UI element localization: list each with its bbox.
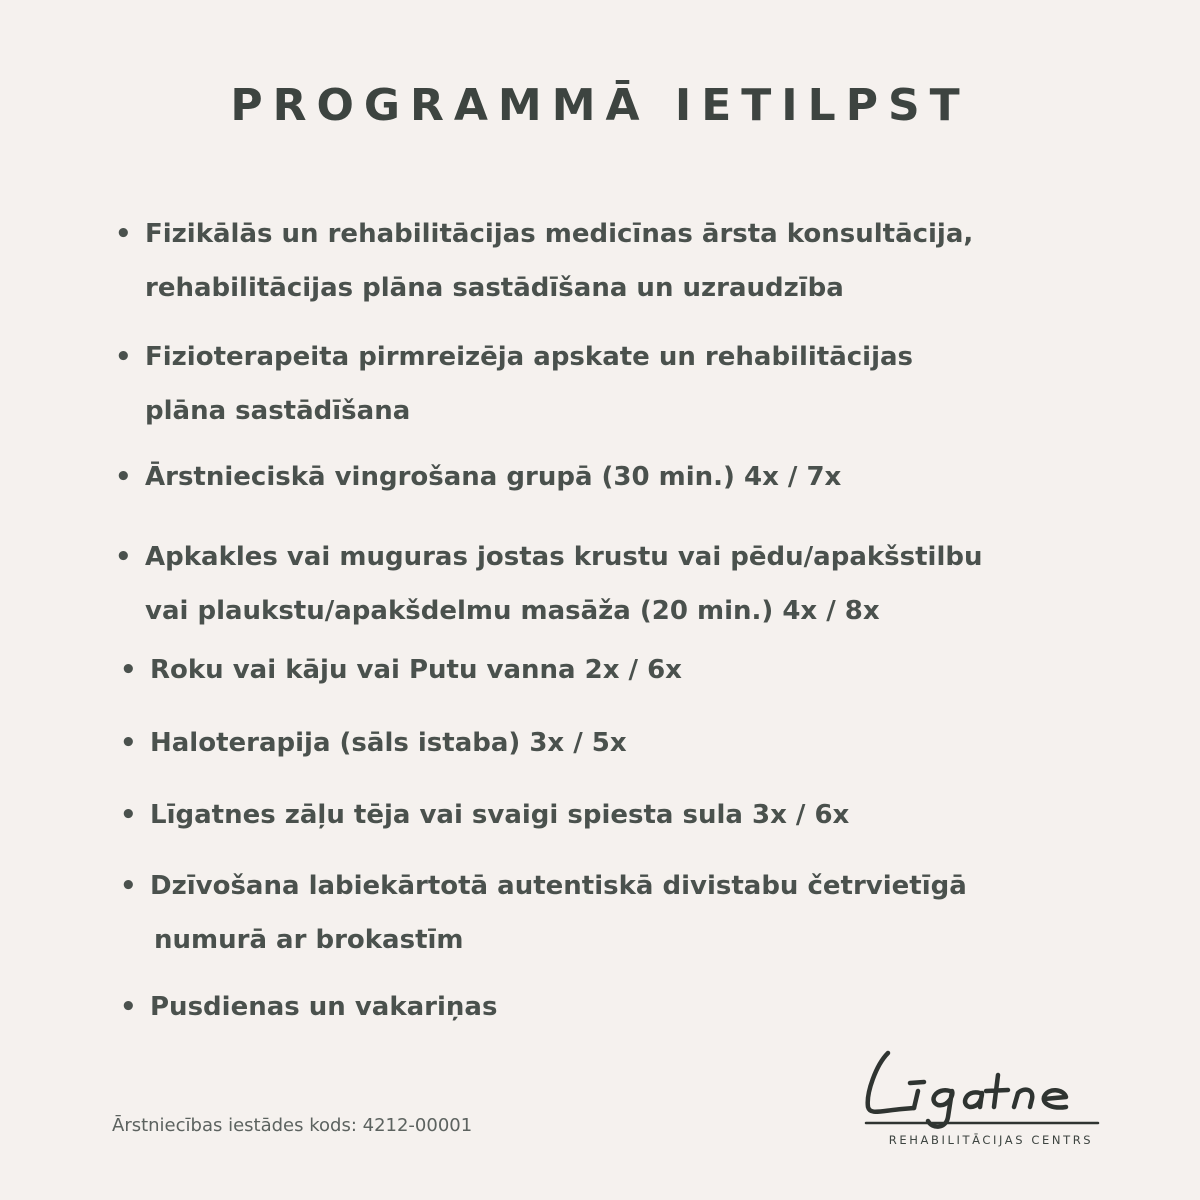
list-item-line: numurā ar brokastīm: [154, 925, 464, 955]
logo-subtitle: REHABILITĀCIJAS CENTRS: [888, 1133, 1094, 1147]
list-item-line: Roku vai kāju vai Putu vanna 2x / 6x: [150, 655, 682, 685]
page-title: PROGRAMMĀ IETILPST: [230, 80, 970, 131]
list-item-line: plāna sastādīšana: [145, 396, 411, 426]
list-item: [120, 859, 967, 967]
bullet-icon: •: [115, 342, 132, 372]
list-item-line: Haloterapija (sāls istaba) 3x / 5x: [150, 728, 627, 758]
list-item-line: Apkakles vai muguras jostas krustu vai pēdu/apakšstilbu: [145, 542, 983, 572]
list-item-line: Fizikālās un rehabilitācijas medicīnas ārsta konsultācija,: [145, 219, 974, 249]
list-item: [115, 450, 842, 504]
list-item-line: Fizioterapeita pirmreizēja apskate un rehabilitācijas: [145, 342, 914, 372]
list-item: [115, 530, 983, 638]
list-item-line: Dzīvošana labiekārtotā autentiskā divistabu četrvietīgā: [150, 871, 967, 901]
list-item: [120, 980, 498, 1034]
bullet-icon: •: [120, 871, 137, 901]
list-item-line: rehabilitācijas plāna sastādīšana un uzraudzība: [145, 273, 844, 303]
bullet-icon: •: [120, 728, 137, 758]
facility-code: Ārstniecības iestādes kods: 4212-00001: [112, 1115, 473, 1136]
bullet-icon: •: [120, 655, 137, 685]
bullet-icon: •: [115, 462, 132, 492]
list-item: [120, 716, 627, 770]
list-item: [120, 643, 682, 697]
list-item-line: Pusdienas un vakariņas: [150, 992, 498, 1022]
list-item: [115, 330, 914, 438]
bullet-icon: •: [120, 992, 137, 1022]
bullet-icon: •: [120, 800, 137, 830]
list-item: [115, 207, 974, 315]
bullet-icon: •: [115, 542, 132, 572]
list-item-line: Ārstnieciskā vingrošana grupā (30 min.) 4x / 7x: [145, 462, 842, 492]
bullet-icon: •: [115, 219, 132, 249]
list-item-line: vai plaukstu/apakšdelmu masāža (20 min.) 4x / 8x: [145, 596, 880, 626]
list-item-line: Līgatnes zāļu tēja vai svaigi spiesta sula 3x / 6x: [150, 800, 850, 830]
list-item: [120, 788, 850, 842]
